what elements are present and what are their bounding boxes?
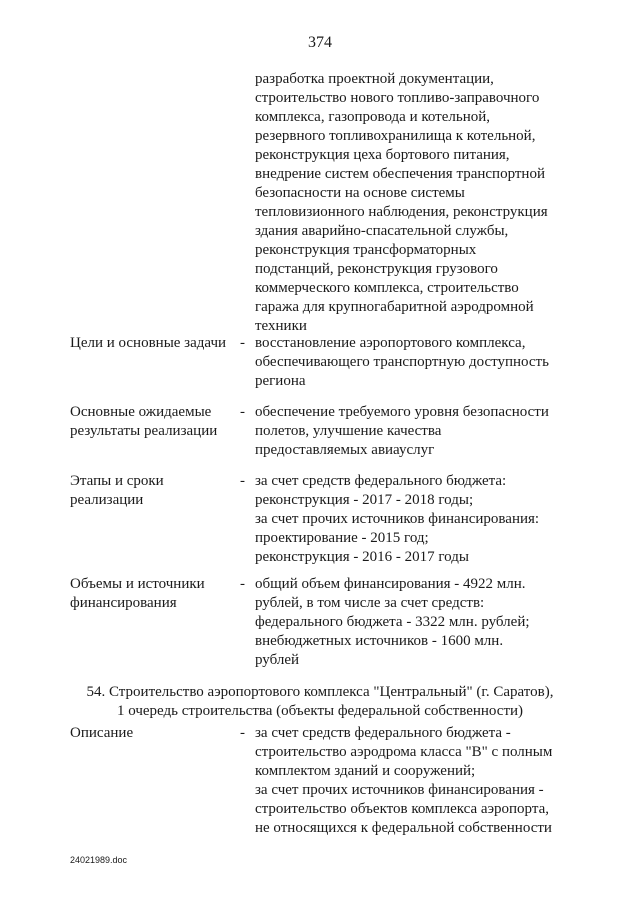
results-dash: - [240, 404, 245, 420]
page-number: 374 [308, 34, 332, 51]
results-label: Основные ожидаемые результаты реализации [70, 404, 218, 439]
description-value: за счет средств федерального бюджета - строительство аэродрома класса "В" с полным комплектом зданий и сооружений; за счет прочих источников финансирования - строительство объектов комплекса аэропорта, не относящихся к федеральной собственности [255, 725, 553, 836]
description-label: Описание [70, 725, 134, 741]
description-dash: - [240, 725, 245, 741]
stages-label: Этапы и сроки реализации [70, 473, 164, 508]
footer-filename: 24021989.doc [70, 855, 128, 865]
stages-dash: - [240, 473, 245, 489]
goals-label: Цели и основные задачи [70, 335, 227, 351]
stages-value: за счет средств федерального бюджета: реконструкция - 2017 - 2018 годы; за счет прочих источников финансирования: проектирование - 2015 год; реконструкция - 2016 - 2017 годы [255, 473, 540, 565]
financing-value: общий объем финансирования - 4922 млн. рублей, в том числе за счет средств: федерального бюджета - 3322 млн. рублей; внебюджетных источников - 1600 млн. рублей [255, 576, 530, 668]
financing-dash: - [240, 576, 245, 592]
continuation-text: разработка проектной документации, строительство нового топливо-заправочного комплекса, газопровода и котельной, резервного топливохранилища к котельной, реконструкция цеха бортового питания, внедрение систем обеспечения транспортной безопасности на основе системы тепловизионного наблюдения, реконструкция здания аварийно-спасательной службы, реконструкция трансформаторных подстанций, реконструкция грузового коммерческого комплекса, строительство гаража для крупногабаритной аэродромной техники [255, 71, 548, 334]
results-value: обеспечение требуемого уровня безопасности полетов, улучшение качества предоставляемых авиауслуг [255, 404, 549, 458]
goals-value: восстановление аэропортового комплекса, обеспечивающего транспортную доступность региона [255, 335, 549, 389]
goals-dash: - [240, 335, 245, 351]
financing-label: Объемы и источники финансирования [70, 576, 205, 611]
section-heading: 54. Строительство аэропортового комплекса "Центральный" (г. Саратов), 1 очередь строительства (объекты федеральной собственности) [86, 684, 554, 719]
